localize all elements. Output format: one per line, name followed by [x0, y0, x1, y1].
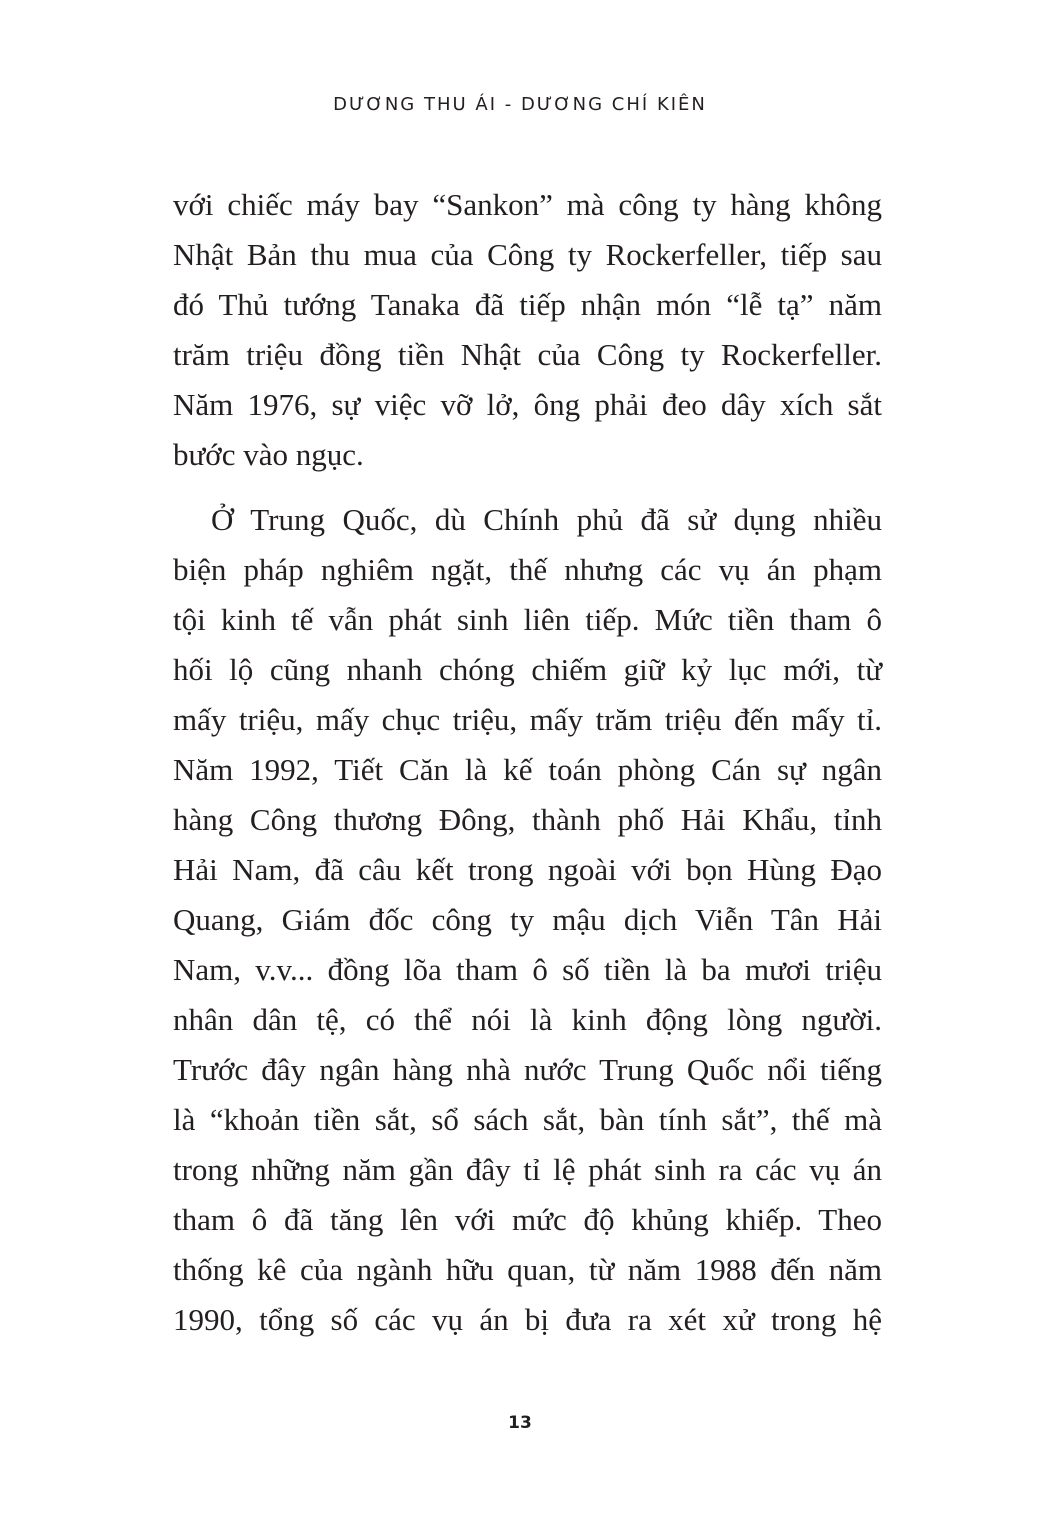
- text-line: Trước đây ngân hàng nhà nước Trung Quốc nổi tiếng: [173, 1052, 882, 1087]
- text-line: Ở Trung Quốc, dù Chính phủ đã sử dụng nhiều: [211, 502, 882, 537]
- text-line: 1990, tổng số các vụ án bị đưa ra xét xử trong hệ: [173, 1302, 882, 1337]
- text-line: thống kê của ngành hữu quan, từ năm 1988 đến năm: [173, 1252, 882, 1287]
- text-line: Nhật Bản thu mua của Công ty Rockerfeller, tiếp sau: [173, 237, 882, 272]
- text-line: tham ô đã tăng lên với mức độ khủng khiếp. Theo: [173, 1202, 882, 1237]
- text-line: là “khoản tiền sắt, sổ sách sắt, bàn tính sắt”, thế mà: [173, 1102, 882, 1137]
- text-line: hối lộ cũng nhanh chóng chiếm giữ kỷ lục mới, từ: [173, 652, 882, 687]
- text-line: tội kinh tế vẫn phát sinh liên tiếp. Mức tiền tham ô: [173, 602, 882, 637]
- text-line: nhân dân tệ, có thể nói là kinh động lòng người.: [173, 1002, 882, 1037]
- text-line: Quang, Giám đốc công ty mậu dịch Viễn Tân Hải: [173, 902, 882, 937]
- text-line: trong những năm gần đây tỉ lệ phát sinh ra các vụ án: [173, 1152, 882, 1187]
- text-line: mấy triệu, mấy chục triệu, mấy trăm triệu đến mấy tỉ.: [173, 702, 882, 737]
- text-line: Năm 1992, Tiết Căn là kế toán phòng Cán sự ngân: [173, 752, 882, 787]
- page-number: 13: [508, 1413, 532, 1433]
- text-line: hàng Công thương Đông, thành phố Hải Khẩu, tỉnh: [173, 802, 882, 837]
- text-line: Hải Nam, đã câu kết trong ngoài với bọn Hùng Đạo: [173, 852, 882, 887]
- text-line: bước vào ngục.: [173, 437, 364, 472]
- text-line: đó Thủ tướng Tanaka đã tiếp nhận món “lễ tạ” năm: [173, 287, 882, 322]
- running-header: DƯƠNG THU ÁI - DƯƠNG CHÍ KIÊN: [333, 94, 707, 115]
- text-line: Nam, v.v... đồng lõa tham ô số tiền là ba mươi triệu: [173, 952, 882, 987]
- text-line: với chiếc máy bay “Sankon” mà công ty hàng không: [173, 187, 882, 222]
- text-line: trăm triệu đồng tiền Nhật của Công ty Rockerfeller.: [173, 337, 882, 372]
- text-line: biện pháp nghiêm ngặt, thế nhưng các vụ án phạm: [173, 552, 882, 587]
- text-line: Năm 1976, sự việc vỡ lở, ông phải đeo dây xích sắt: [173, 387, 882, 422]
